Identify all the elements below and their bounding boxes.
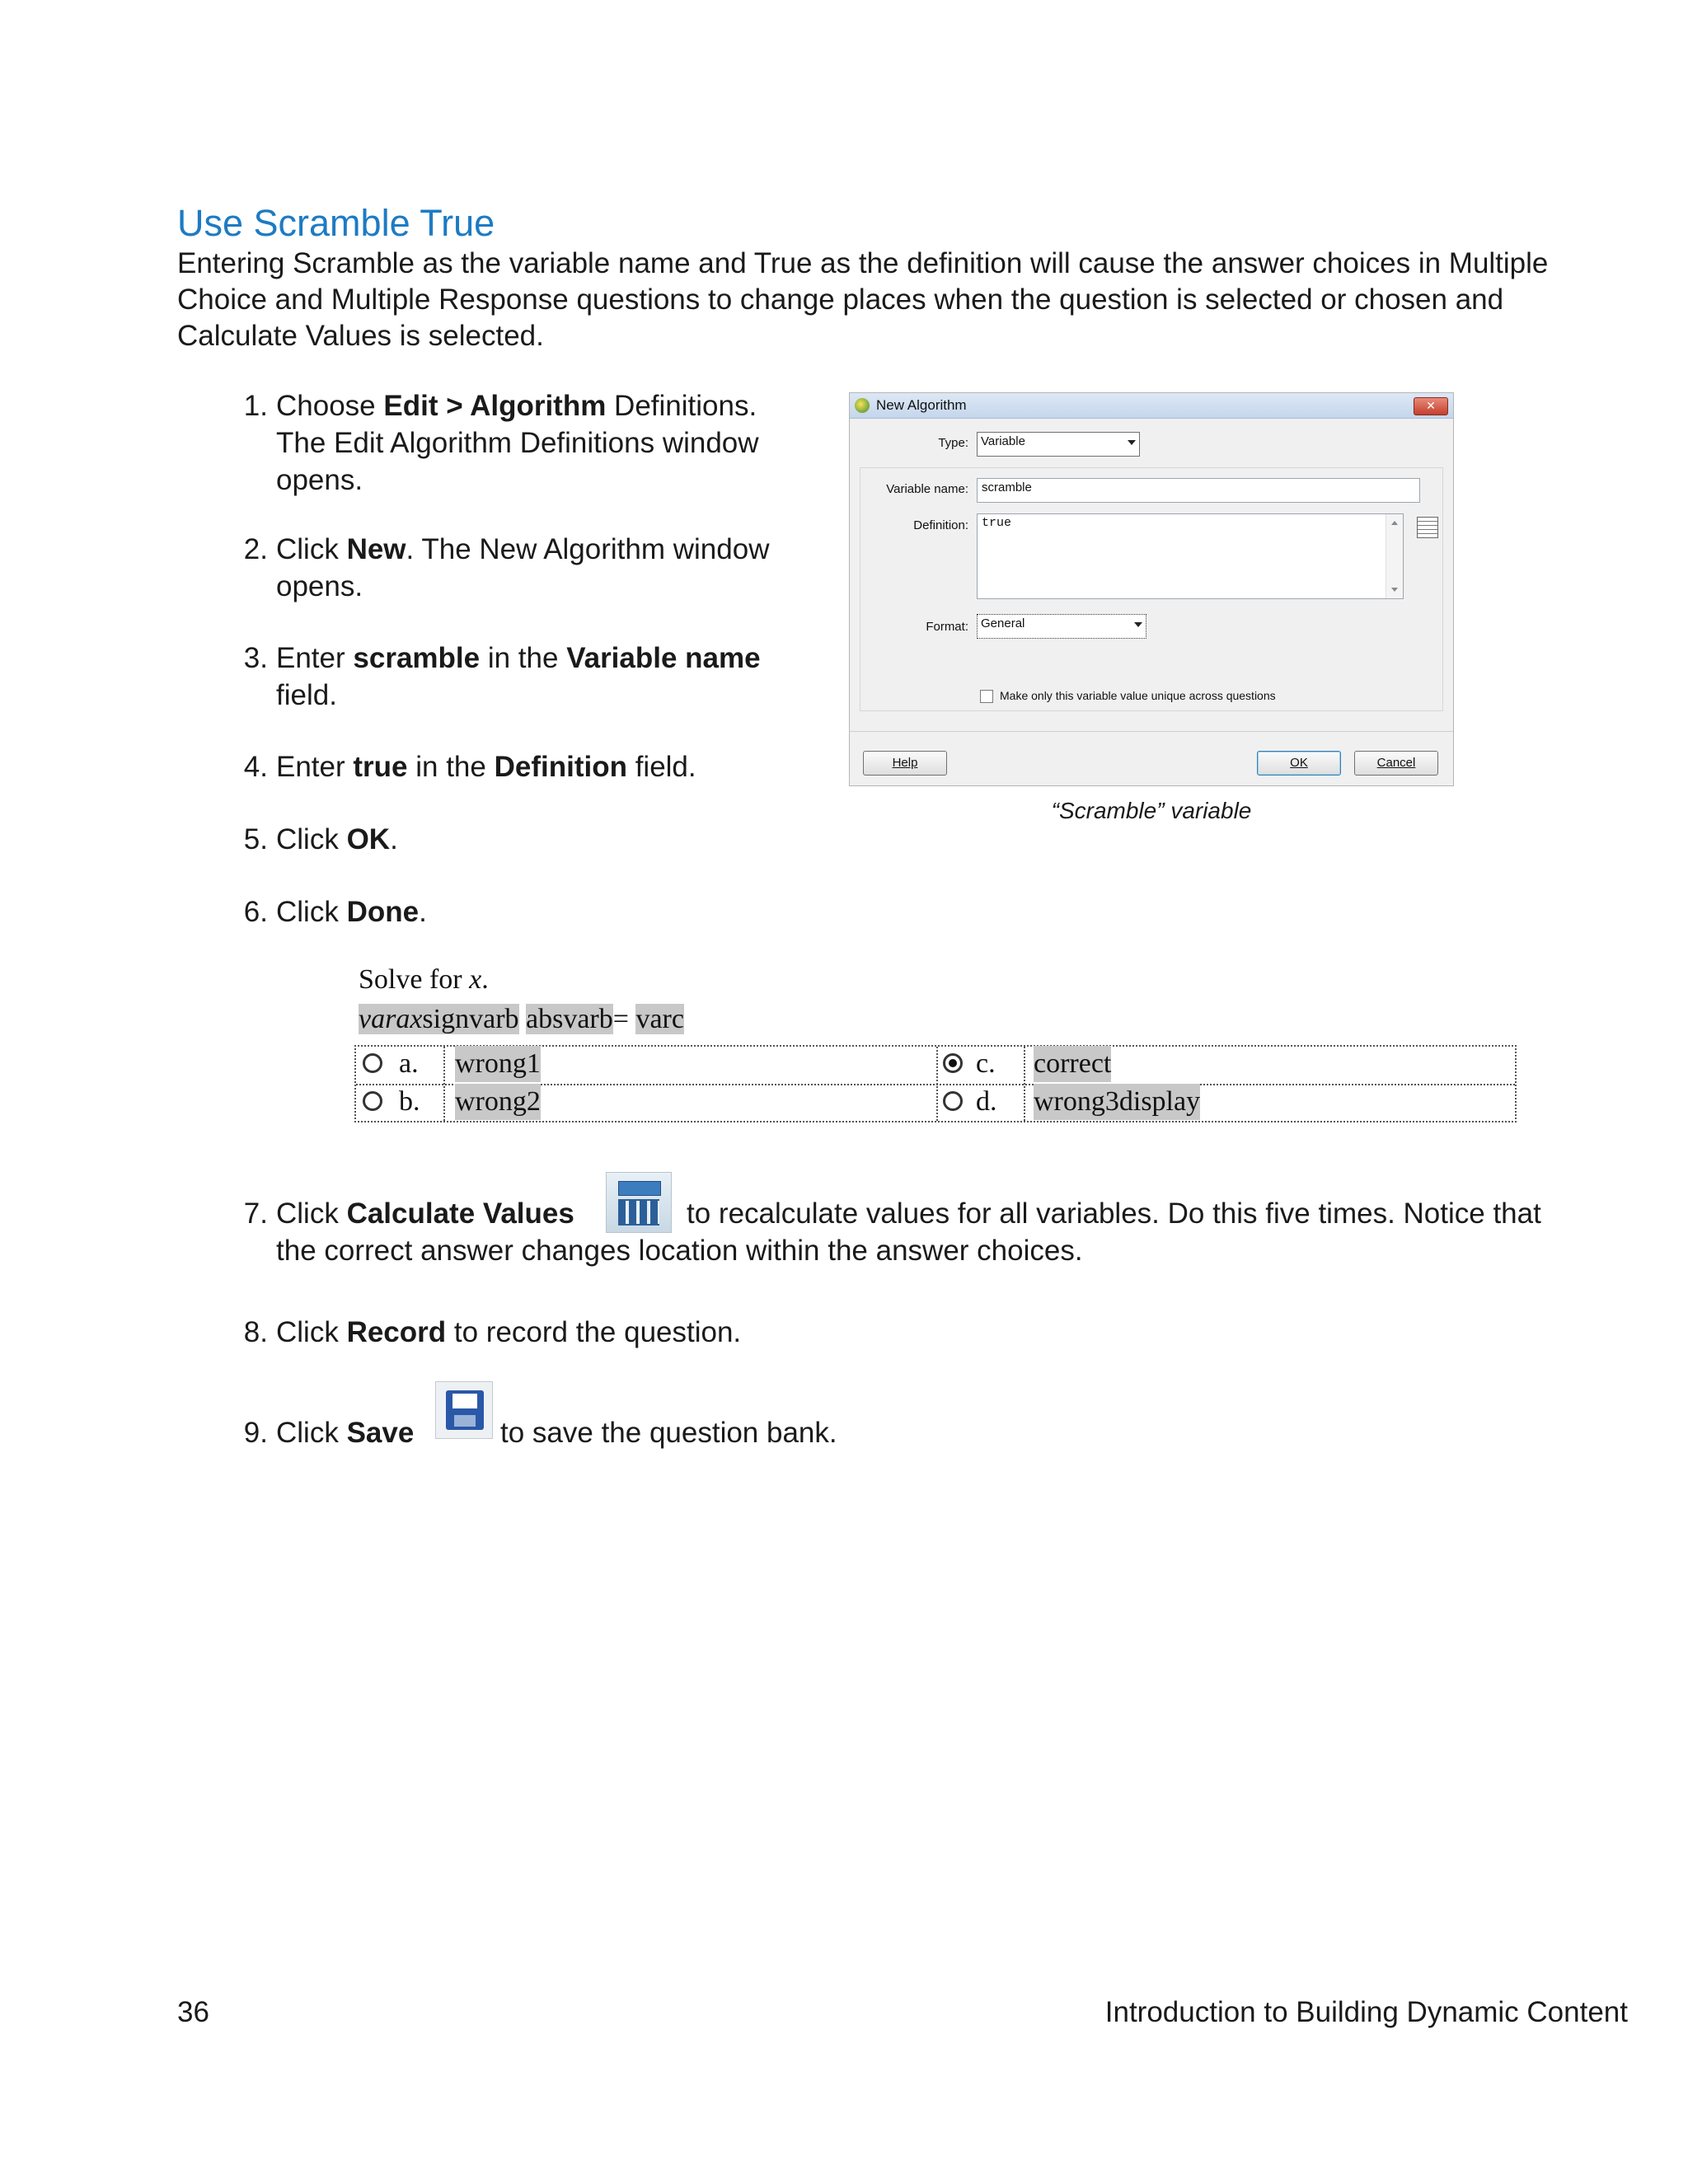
step-1 — [218, 387, 845, 503]
step-3 — [218, 640, 845, 718]
step-text: Click New. The New Algorithm window — [276, 533, 770, 565]
variable-name-input[interactable]: scramble — [977, 478, 1420, 503]
close-icon[interactable]: ✕ — [1414, 397, 1448, 415]
choice-a-radio[interactable] — [363, 1053, 382, 1073]
function-list-icon[interactable] — [1417, 517, 1438, 538]
definition-scrollbar[interactable] — [1386, 514, 1403, 598]
type-label: Type: — [938, 436, 968, 450]
step-text: Click Record to record the question. — [276, 1316, 742, 1348]
choice-letter: a. — [399, 1048, 419, 1079]
step-text: Choose Edit > Algorithm Definitions. — [276, 390, 757, 422]
step-number: 6. — [243, 896, 268, 928]
figure-caption: “Scramble” variable — [1051, 798, 1252, 823]
step-text: opens. — [276, 570, 363, 602]
unique-checkbox[interactable] — [980, 690, 993, 703]
chevron-down-icon — [1134, 622, 1142, 627]
step-number: 1. — [243, 390, 268, 422]
choice-b-radio[interactable] — [363, 1091, 382, 1111]
page-number: 36 — [177, 1996, 209, 2028]
choice-text: wrong3display — [1034, 1084, 1200, 1120]
button-separator — [850, 731, 1453, 732]
step-number: 4. — [243, 751, 268, 783]
step-7 — [218, 1195, 1628, 1273]
question-variables: varaxsignvarb absvarb= varc — [359, 1004, 684, 1034]
step-2 — [218, 531, 845, 609]
cancel-button[interactable]: Cancel — [1354, 751, 1438, 776]
step-number: 7. — [243, 1197, 268, 1230]
step-text: Enter true in the Definition field. — [276, 751, 696, 783]
intro-paragraph: Entering Scramble as the variable name and True as the definition will cause the answer choices in Multiple Choice and Multiple Response questions to change places when the question is selected or chosen and Calculate Values is selected. — [177, 247, 1549, 352]
step-9 — [218, 1414, 1207, 1455]
help-button[interactable]: Help — [863, 751, 947, 776]
choice-letter: b. — [399, 1086, 420, 1117]
chevron-down-icon — [1128, 440, 1136, 445]
definition-input[interactable]: true — [977, 513, 1404, 599]
choice-d-radio[interactable] — [943, 1091, 963, 1111]
variable-token: absvarb — [526, 1004, 613, 1034]
step-text: the correct answer changes location within the answer choices. — [276, 1235, 1083, 1267]
choice-text: wrong2 — [455, 1084, 541, 1120]
answer-choices-table — [354, 1045, 1517, 1122]
step-text: Click Done. — [276, 896, 427, 928]
type-select[interactable]: Variable — [977, 432, 1140, 457]
format-select[interactable]: General — [977, 614, 1146, 639]
unique-checkbox-label: Make only this variable value unique across questions — [1000, 689, 1276, 702]
step-number: 9. — [243, 1417, 268, 1449]
new-algorithm-dialog — [849, 392, 1454, 786]
step-8 — [218, 1314, 1207, 1355]
step-text: Click Calculate Values — [276, 1197, 574, 1230]
step-number: 3. — [243, 642, 268, 674]
variable-token: varc — [635, 1004, 684, 1034]
question-title: Solve for x. — [359, 964, 489, 995]
choice-text: wrong1 — [455, 1046, 541, 1082]
dialog-title: New Algorithm — [876, 397, 967, 413]
step-4 — [218, 748, 845, 790]
app-icon — [855, 398, 870, 413]
step-text: field. — [276, 679, 337, 711]
ok-button[interactable]: OK — [1257, 751, 1341, 776]
choice-text: correct — [1034, 1046, 1111, 1082]
step-text: Enter scramble in the Variable name — [276, 642, 761, 674]
step-number: 2. — [243, 533, 268, 565]
variable-token: varax — [359, 1004, 423, 1034]
section-heading: Use Scramble True — [177, 202, 495, 244]
step-text: The Edit Algorithm Definitions window — [276, 427, 759, 459]
step-text: to recalculate values for all variables. Do this five times. Notice that — [687, 1197, 1541, 1230]
step-text: opens. — [276, 464, 363, 496]
dialog-title-bar — [850, 393, 1453, 419]
step-6 — [218, 893, 845, 935]
choice-letter: d. — [976, 1086, 997, 1117]
calculate-values-icon[interactable] — [606, 1172, 672, 1233]
footer-title: Introduction to Building Dynamic Content — [1104, 1996, 1628, 2028]
step-number: 8. — [243, 1316, 268, 1348]
step-number: 5. — [243, 823, 268, 855]
step-5 — [218, 821, 845, 862]
save-icon[interactable] — [435, 1381, 493, 1439]
choice-c-radio[interactable] — [943, 1053, 963, 1073]
definition-label: Definition: — [913, 518, 968, 532]
step-text: Click OK. — [276, 823, 398, 855]
step-text: Click Save — [276, 1417, 415, 1449]
step-text: to save the question bank. — [500, 1417, 837, 1449]
format-label: Format: — [926, 620, 968, 634]
choice-letter: c. — [976, 1048, 996, 1079]
variable-name-label: Variable name: — [886, 482, 968, 496]
variable-token: signvarb — [422, 1004, 519, 1034]
